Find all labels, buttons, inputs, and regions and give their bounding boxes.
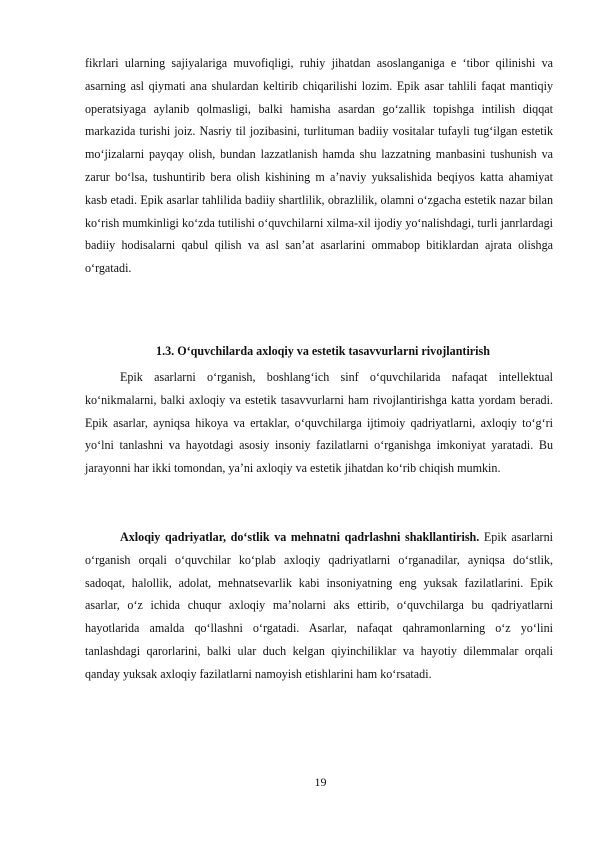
body-paragraph: [85, 526, 553, 686]
body-paragraph: fikrlari ularning sajiyalariga muvofiqligi, ruhiy jihatdan asoslanganiga e ‘tibor qilinishi va asarning asl qiymati ana shulardan keltirib chiqarilishi lozim. Epik asar tahlili faqat mantiqiy operatsiyaga aylanib qolmasligi, balki hamisha asardan go‘zallik topishga intilish diqqat markazida turishi joiz. Nasriy til jozibasini, turlituman badiiy vositalar tufayli tug‘ilgan estetik mo‘jizalarni payqay olish, bundan lazzatlanish hamda shu lazzatning manbasini tushunish va zarur bo‘lsa, tushuntirib bera olish kishining m a’naviy yuksalishida beqiyos katta ahamiyat kasb etadi. Epik asarlar tahlilida badiiy shartlilik, obrazlilik, olamni o‘zgacha estetik nazar bilan ko‘rish mumkinligi ko‘zda tutilishi o‘quvchilarni xilma-xil ijodiy yo‘nalishdagi, turli janrlardagi badiiy hodisalarni qabul qilish va asl san’at asarlarini ommabop bitiklardan ajrata olishga o‘rgatadi.: [85, 56, 553, 276]
body-paragraph: Epik asarlarni o‘rganish, boshlang‘ich sinf o‘quvchilarida nafaqat intellektual ko‘nikmalarni, balki axloqiy va estetik tasavvurlarni ham rivojlantirishga katta yordam beradi. Epik asarlar, ayniqsa hikoya va ertaklar, o‘quvchilarga ijtimoiy qadriyatlarni, axloqiy to‘g‘ri yo‘lni tanlashni va hayotdagi asosiy insoniy fazilatlarni o‘rganishga imkoniyat yaratadi. Bu jarayonni har ikki tomondan, ya’ni axloqiy va estetik jihatdan ko‘rib chiqish mumkin.: [85, 370, 553, 476]
paragraph-body-text: Epik asarlarni o‘rganish orqali o‘quvchilar ko‘plab axloqiy qadriyatlarni o‘rganadilar, ayniqsa do‘stlik, sadoqat, halollik, adolat, mehnatsevarlik kabi insoniyatning eng yuksak fazilatlarini. Epik asarlar, o‘z ichida chuqur axloqiy ma’nolarni aks ettirib, o‘quvchilarga bu qadriyatlarni hayotlarida amalda qo‘llashni o‘rgatadi. Asarlar, nafaqat qahramonlarning o‘z yo‘lini tanlashdagi qarorlarini, balki ular duch kelgan qiyinchiliklar va hayotiy dilemmalar orqali qanday yuksak axloqiy fazilatlarni namoyish etishlarini ham ko‘rsatadi.: [85, 530, 553, 681]
paragraph-lead-heading: Axloqiy qadriyatlar, do‘stlik va mehnatni qadrlashni shakllantirish.: [120, 530, 480, 544]
page-number: 19: [314, 775, 327, 789]
section-heading: 1.3. O‘quvchilarda axloqiy va estetik tasavvurlarni rivojlantirish: [156, 344, 490, 358]
